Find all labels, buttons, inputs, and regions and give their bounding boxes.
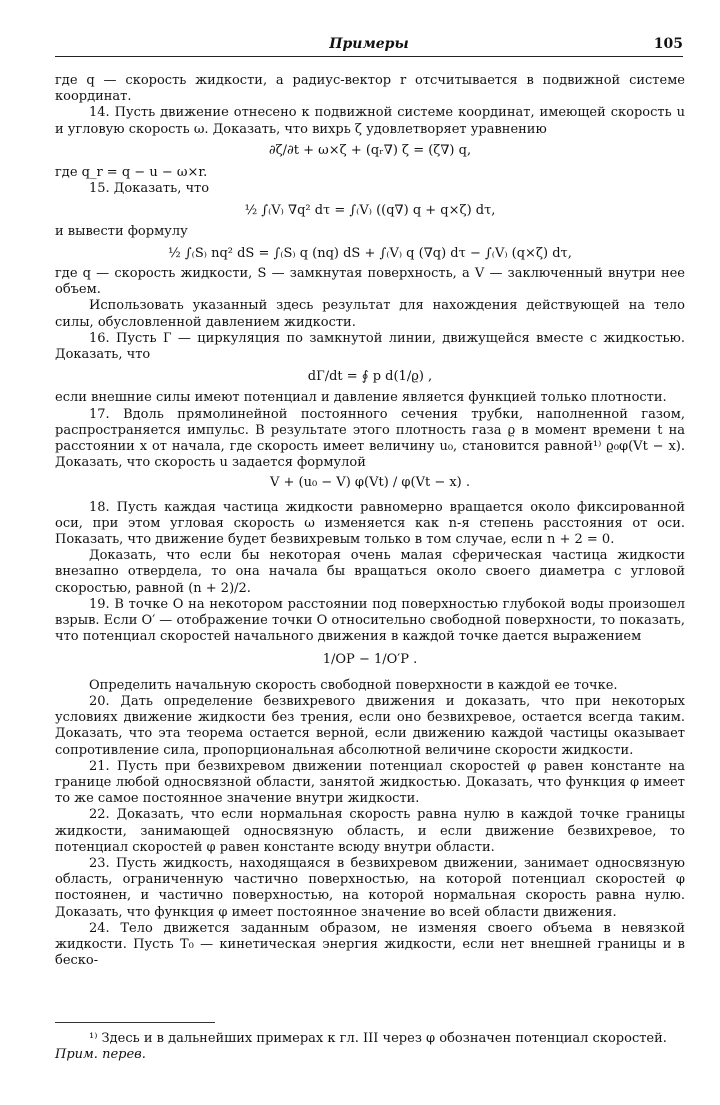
formula-volume-integral: ½ ∫₍V₎ ∇q² dτ = ∫₍V₎ ((q∇) q + q×ζ) dτ, bbox=[244, 203, 496, 219]
problem-15: 15. Доказать, что bbox=[89, 181, 210, 197]
paragraph: где q — скорость жидкости, а радиус-вектор r отсчитывается в подвижной системе координат. bbox=[55, 73, 685, 105]
problem-16: 16. Пусть Г — циркуляция по замкнутой линии, движущейся вместе с жидкостью. Доказать, что bbox=[55, 330, 685, 363]
formula-potential: 1/OP − 1/O′P . bbox=[322, 651, 418, 667]
problem-24: 24. Тело движется заданным образом, не изменяя своего объема в невязкой жидкости. Пусть T₀ — кинетическая энергия жидкости, если нет внешней границы и в беско- bbox=[55, 920, 685, 969]
formula-vorticity-equation: ∂ζ/∂t + ω×ζ + (qᵣ∇) ζ = (ζ∇) q, bbox=[268, 142, 472, 158]
problem-17: 17. Вдоль прямолинейной постоянного сечения трубки, наполненной газом, распространяется импульс. В результате этого плотность газа ϱ в момент времени t на расстоянии x от начала, где скорость имеет величину u₀, становится равной¹⁾ ϱ₀φ(Vt − x). Доказать, что скорость u задается формулой bbox=[55, 406, 685, 471]
formula-velocity: V + (u₀ − V) φ(Vt) / φ(Vt − x) . bbox=[269, 475, 471, 491]
formula-surface-integral: ½ ∫₍S₎ nq² dS = ∫₍S₎ q (nq) dS + ∫₍V₎ q (∇q) dτ − ∫₍V₎ (q×ζ) dτ, bbox=[168, 245, 572, 261]
paragraph: и вывести формулу bbox=[55, 223, 188, 239]
problem-14: 14. Пусть движение отнесено к подвижной системе координат, имеющей скорость u и угловую скорость ω. Доказать, что вихрь ζ удовлетворяет уравнению bbox=[55, 105, 685, 137]
footnote-divider bbox=[55, 1022, 215, 1023]
paragraph: где q — скорость жидкости, S — замкнутая поверхность, а V — заключенный внутри нее объем. bbox=[55, 266, 685, 298]
formula-circulation: dГ/dt = ∮ p d(1/ϱ) , bbox=[307, 369, 433, 385]
paragraph: Доказать, что если бы некоторая очень малая сферическая частица жидкости внезапно отвердела, то она начала бы вращаться около своего диаметра с угловой скоростью, равной (n + 2)/2. bbox=[55, 548, 685, 596]
translator-note: Прим. перев. bbox=[55, 1047, 146, 1062]
footnote bbox=[55, 1031, 685, 1063]
problem-22: 22. Доказать, что если нормальная скорость равна нулю в каждой точке границы жидкости, занимающей односвязную область, и если движение безвихревое, то потенциал скоростей φ равен константе всюду внутри области. bbox=[55, 807, 685, 855]
footnote-text: ¹⁾ Здесь и в дальнейших примерах к гл. III через φ обозначен потенциал скоростей. bbox=[89, 1031, 667, 1046]
paragraph: Определить начальную скорость свободной поверхности в каждой ее точке. bbox=[89, 677, 618, 693]
problem-23: 23. Пусть жидкость, находящаяся в безвихревом движении, занимает односвязную область, ограниченную частично поверхностью, на которой потенциал скоростей φ постоянен, и частично поверхностью, на которой нормальная скорость равна нулю. Доказать, что функция φ имеет постоянное значение во всей области движения. bbox=[55, 855, 685, 920]
problem-18: 18. Пусть каждая частица жидкости равномерно вращается около фиксированной оси, при этом угловая скорость ω изменяется как n-я степень расстояния от оси. Показать, что движение будет безвихревым только в том случае, если n + 2 = 0. bbox=[55, 499, 685, 548]
problem-21: 21. Пусть при безвихревом движении потенциал скоростей φ равен константе на границе любой односвязной области, занятой жидкостью. Доказать, что функция φ имеет то же самое постоянное значение внутри жидкости. bbox=[55, 758, 685, 807]
paragraph: если внешние силы имеют потенциал и давление является функцией только плотности. bbox=[55, 390, 667, 406]
paragraph: где q_r = q − u − ω×r. bbox=[55, 165, 208, 181]
page-number: 105 bbox=[653, 36, 683, 52]
problem-19: 19. В точке O на некотором расстоянии под поверхностью глубокой воды произошел взрыв. Если O′ — отображение точки O относительно свободной поверхности, то показать, что потенциал скоростей начального движения в каждой точке дается выражением bbox=[55, 596, 685, 645]
paragraph: Использовать указанный здесь результат для нахождения действующей на тело силы, обусловленной давлением жидкости. bbox=[55, 298, 685, 330]
running-title: Примеры bbox=[329, 36, 409, 52]
problem-20: 20. Дать определение безвихревого движения и доказать, что при некоторых условиях движение жидкости без трения, если оно безвихревое, остается всегда таким. Доказать, что эта теорема остается верной, если движению каждой частицы оказывает сопротивление сила, пропорциональная абсолютной величине скорости жидкости. bbox=[55, 693, 685, 758]
page-header bbox=[55, 36, 683, 57]
page-body bbox=[55, 73, 685, 969]
